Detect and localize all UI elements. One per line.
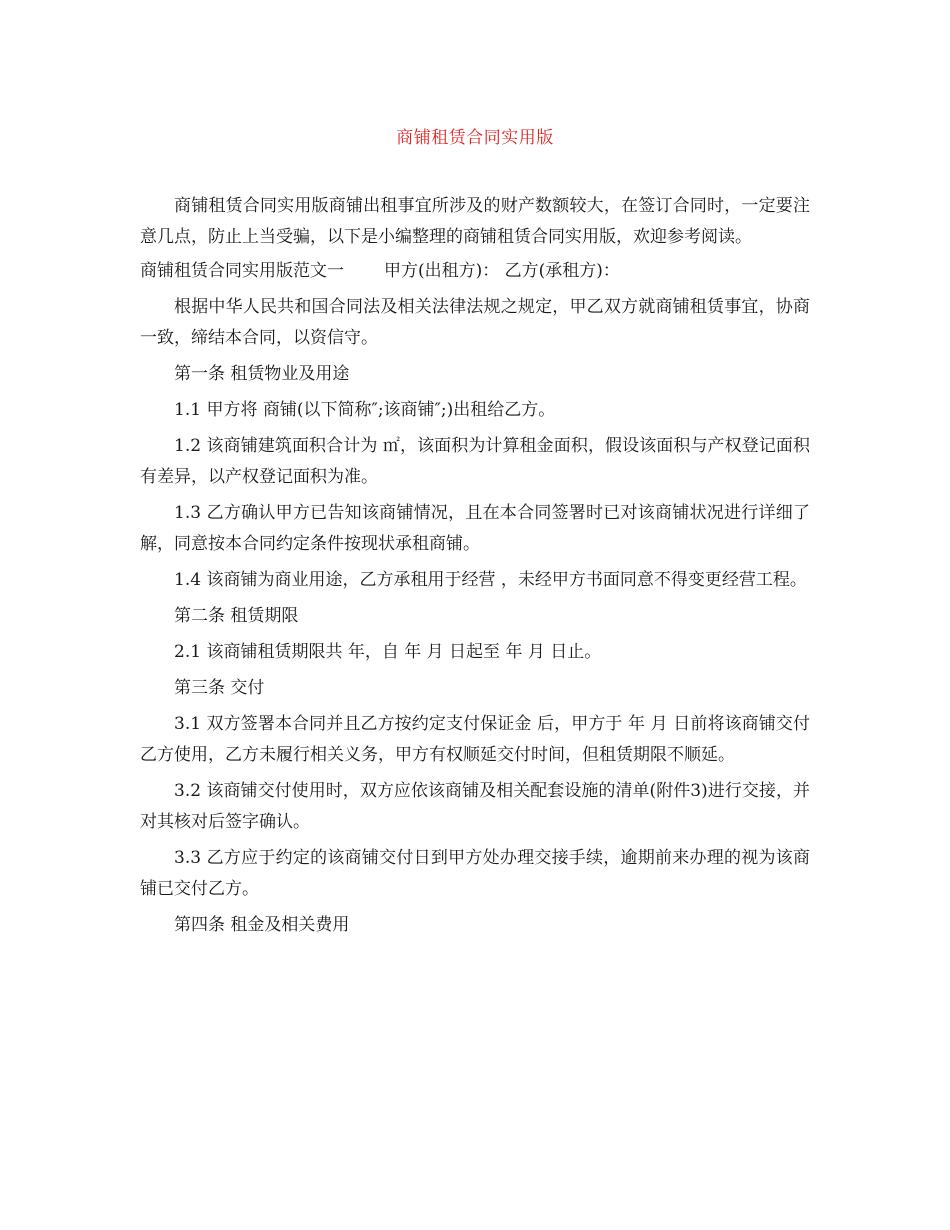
article-2-heading: 第二条 租赁期限 <box>174 606 299 626</box>
article-3-heading: 第三条 交付 <box>174 678 265 698</box>
party-b-label: 乙方(承租方)： <box>504 261 620 281</box>
party-a-label: 甲方(出租方)： <box>384 261 500 281</box>
article-1-heading: 第一条 租赁物业及用途 <box>174 364 350 384</box>
clause-3-3: 3.3 乙方应于约定的该商铺交付日到甲方处办理交接手续，逾期前来办理的视为该商铺已交付乙方。 <box>140 848 810 899</box>
preamble-paragraph: 根据中华人民共和国合同法及相关法律法规之规定，甲乙双方就商铺租赁事宜，协商一致，缔结本合同，以资信守。 <box>140 297 810 348</box>
clause-3-1: 3.1 双方签署本合同并且乙方按约定支付保证金 后，甲方于 年 月 日前将该商铺交付乙方使用，乙方未履行相关义务，甲方有权顺延交付时间，但租赁期限不顺延。 <box>140 714 810 765</box>
document-body <box>140 191 810 946</box>
clause-1-2: 1.2 该商铺建筑面积合计为 ㎡，该面积为计算租金面积，假设该面积与产权登记面积有差异，以产权登记面积为准。 <box>140 436 810 487</box>
clause-1-1: 1.1 甲方将 商铺(以下简称″;该商铺″;)出租给乙方。 <box>174 400 556 420</box>
clause-3-2: 3.2 该商铺交付使用时，双方应依该商铺及相关配套设施的清单(附件3)进行交接，并对其核对后签字确认。 <box>140 781 810 832</box>
document-title: 商铺租赁合同实用版 <box>396 128 554 148</box>
clause-1-4: 1.4 该商铺为商业用途，乙方承租用于经营 ，未经甲方书面同意不得变更经营工程。 <box>174 570 807 590</box>
sample-label: 商铺租赁合同实用版范文一 <box>140 261 344 281</box>
clause-1-3: 1.3 乙方确认甲方已告知该商铺情况，且在本合同签署时已对该商铺状况进行详细了解，同意按本合同约定条件按现状承租商铺。 <box>140 503 810 554</box>
intro-paragraph: 商铺租赁合同实用版商铺出租事宜所涉及的财产数额较大，在签订合同时，一定要注意几点，防止上当受骗，以下是小编整理的商铺租赁合同实用版，欢迎参考阅读。 <box>140 196 810 247</box>
header-line <box>140 256 810 287</box>
clause-2-1: 2.1 该商铺租赁期限共 年，自 年 月 日起至 年 月 日止。 <box>174 642 602 662</box>
article-4-heading: 第四条 租金及相关费用 <box>174 915 350 935</box>
